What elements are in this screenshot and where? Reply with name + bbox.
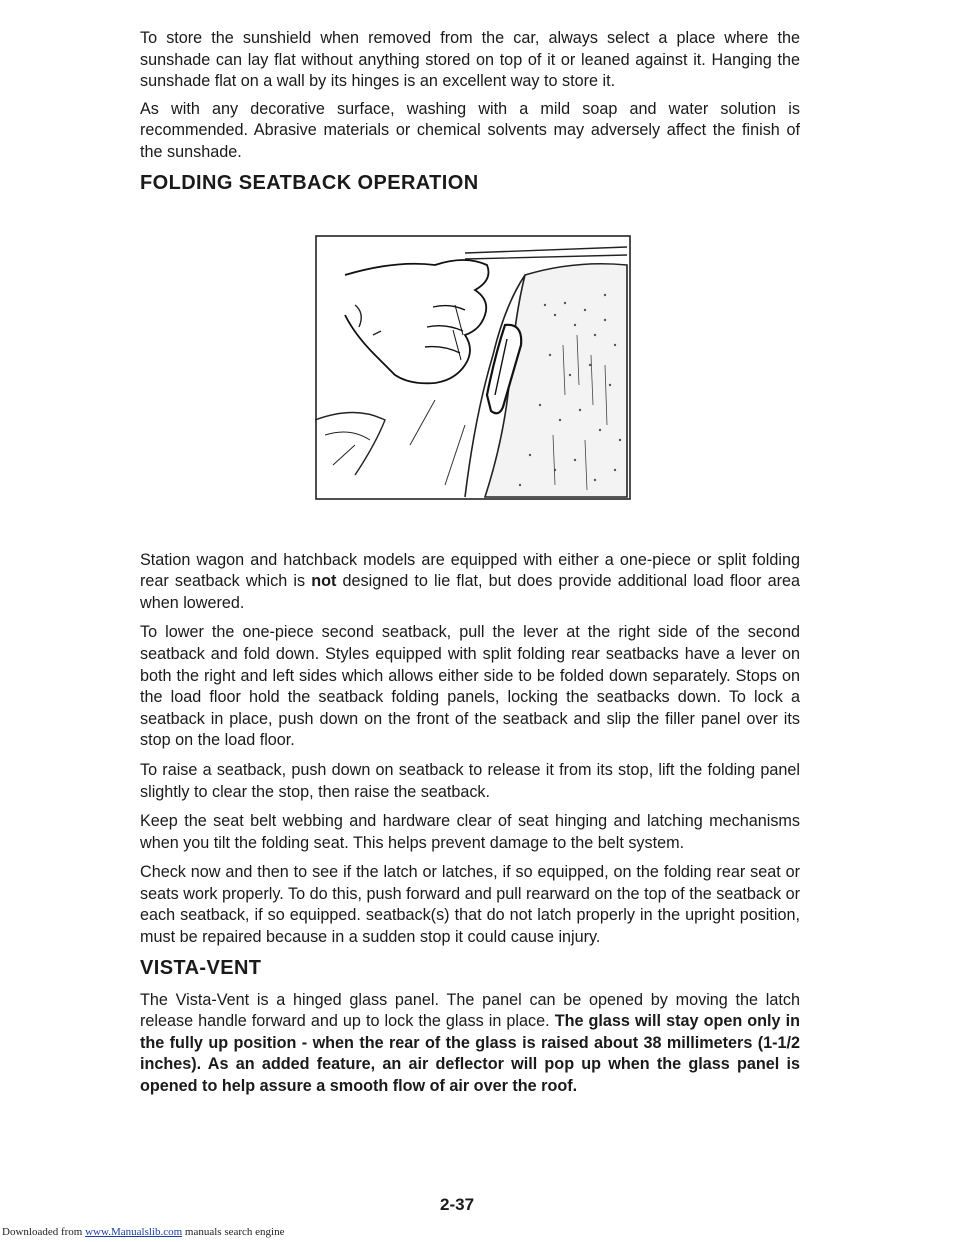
paragraph-vista-vent [140,990,800,1098]
paragraph-check-latch: Check now and then to see if the latch or latches, if so equipped, on the folding rear seat or seats work properly. To do this, push forward and pull rearward on the top of the seatback or each seatback, if so equipped. seatback(s) that do not latch properly in the upright position, must be repaired because in a sudden stop it could cause injury. [140,863,800,947]
page-number: 2-37 [440,1195,475,1214]
manualslib-link[interactable]: www.Manualslib.com [85,1226,183,1238]
vista-vent-text: The Vista-Vent is a hinged glass panel. The panel can be opened by moving the latch release handle forward and up to lock the glass in place. [140,990,800,1031]
paragraph-seatback-types [140,550,800,615]
hand-pulling-lever-drawing [315,235,631,500]
paragraph-sunshade-washing: As with any decorative surface, washing with a mild soap and water solution is recommended. Abrasive materials or chemical solvents may adversely affect the finish of the sunshade. [140,99,800,161]
emphasis-not: not [311,572,337,591]
heading-folding-seatback: FOLDING SEATBACK OPERATION [140,171,479,194]
paragraph-lower-seatback: To lower the one-piece second seatback, pull the lever at the right side of the second seatback and fold down. Styles equipped with split folding rear seatbacks have a lever on both the right and left sides which allows either side to be folded down separately. Stops on the load floor hold the seatback folding panels, locking the seatbacks down. To lock a seatback in place, push down on the front of the seatback and slip the filler panel over its stop on the load floor. [140,623,800,750]
footer-prefix: Downloaded from [2,1226,86,1238]
paragraph-sunshade-storage: To store the sunshield when removed from the car, always select a place where the sunshade can lay flat without anything stored on top of it or leaned against it. Hanging the sunshade flat on a wall by its hinges is an excellent way to store it. [140,29,800,91]
seatback-lever-illustration [315,235,631,500]
vista-vent-bold-text: The glass will stay open only in the fully up position - when the rear of the glass is raised about 38 millimeters (1-1/2 inches). As an added feature, an air deflector will pop up when the glass panel is opened to help assure a smooth flow of air over the roof. [140,1012,801,1096]
heading-vista-vent: VISTA-VENT [140,956,262,979]
seatback-types-text-2: designed to lie flat, but does provide additional load floor area when lowered. [140,572,800,612]
paragraph-raise-seatback: To raise a seatback, push down on seatback to release it from its stop, lift the folding panel slightly to clear the stop, then raise the seatback. [140,760,800,801]
manual-page [140,28,800,1106]
paragraph-seat-belt-clear: Keep the seat belt webbing and hardware clear of seat hinging and latching mechanisms when you tilt the folding seat. This helps prevent damage to the belt system. [140,812,800,852]
seatback-types-text-1: Station wagon and hatchback models are equipped with either a one-piece or split folding rear seatback which is [140,550,800,591]
footer-suffix: manuals search engine [182,1226,285,1238]
download-footer [0,1226,960,1238]
